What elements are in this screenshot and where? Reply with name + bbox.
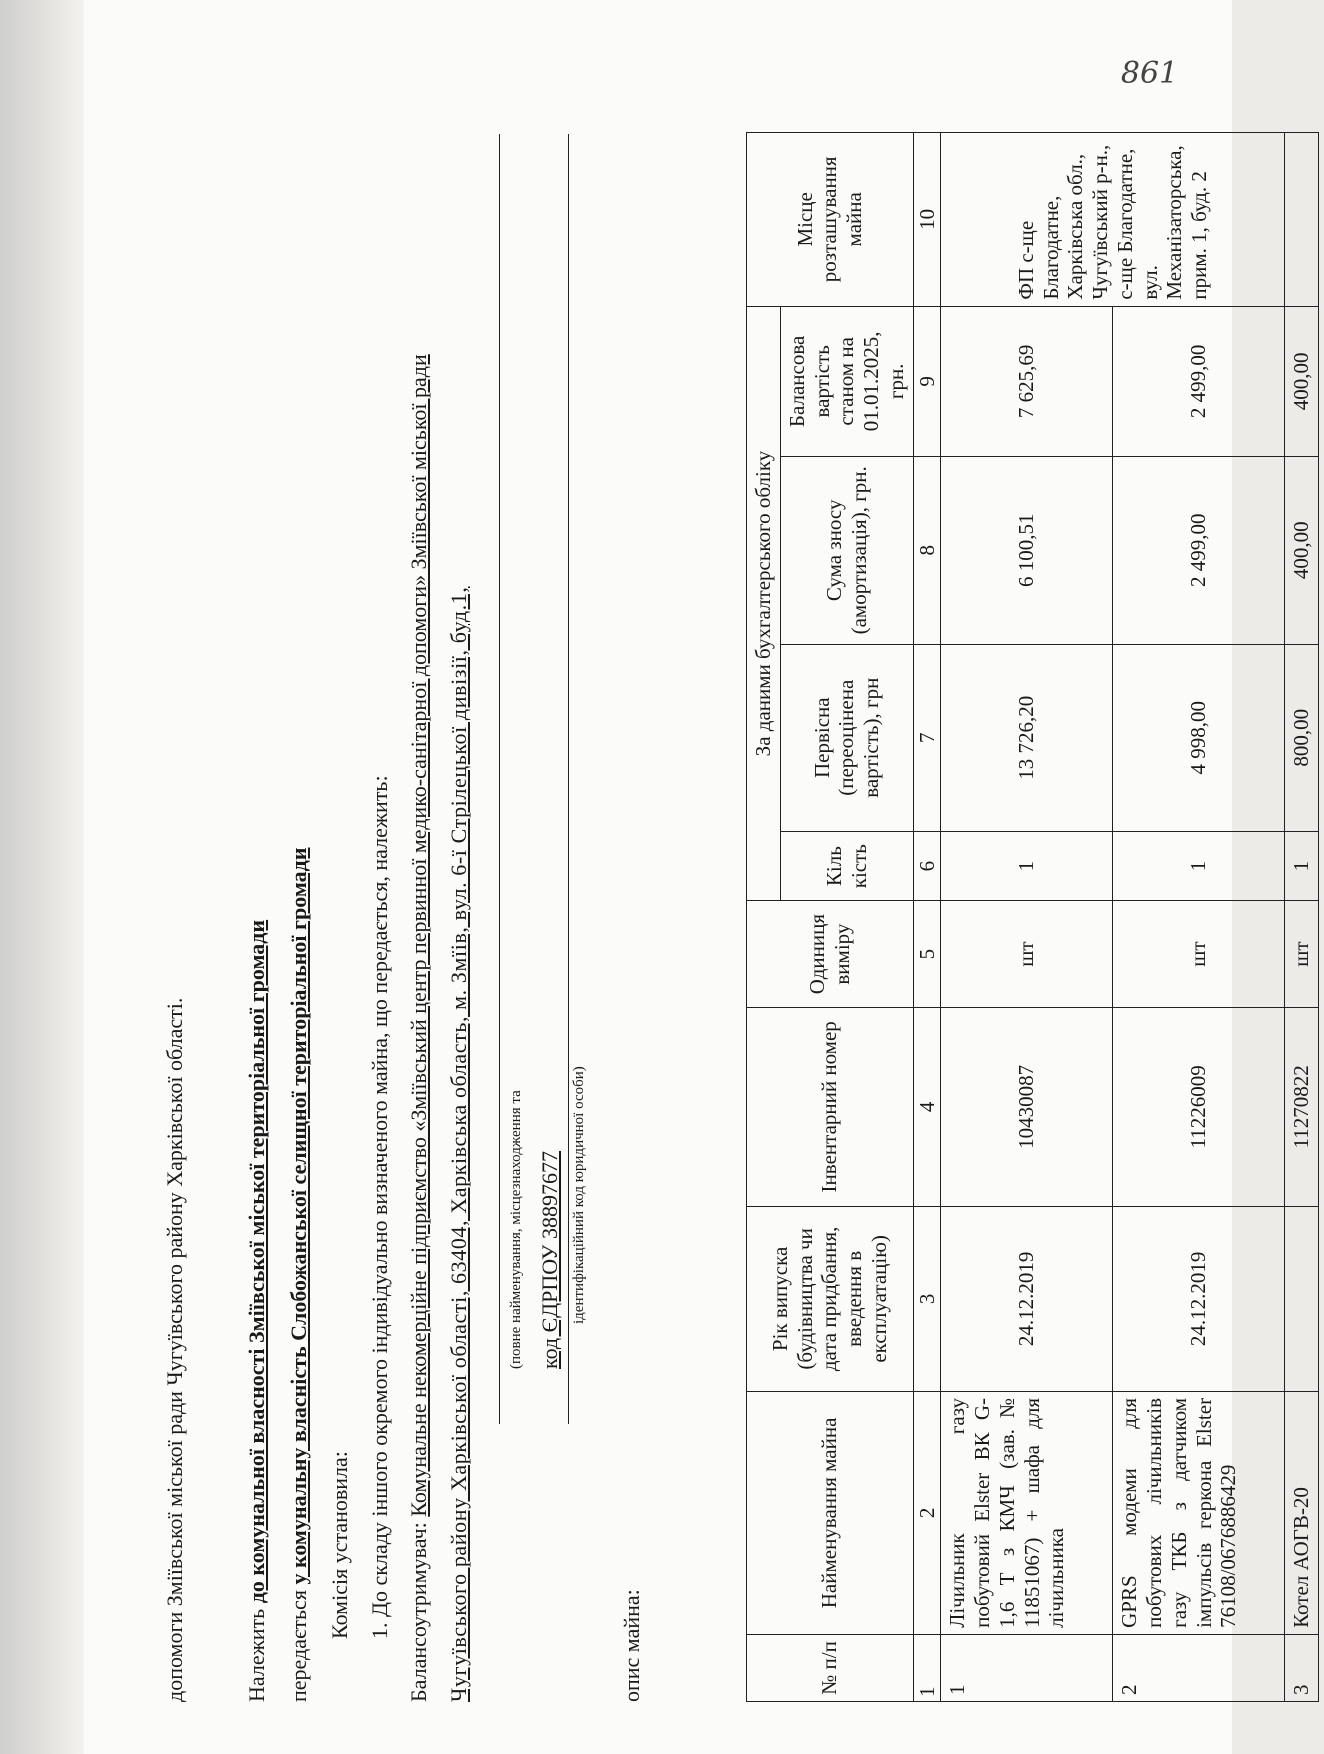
row-inventory-number: 10430087 — [941, 1007, 1113, 1206]
caption-code: ідентифікаційний код юридичної особи) — [571, 1066, 587, 1324]
scan-edge — [0, 0, 84, 1754]
index-cell: 2 — [913, 1391, 941, 1634]
header-inventory: Інвентарний номер — [747, 1007, 914, 1206]
header-quantity: Кіль кість — [780, 831, 913, 900]
header-accounting-group: За даними бухгалтерського обліку — [747, 306, 781, 901]
row-number: 3 — [1285, 1634, 1319, 1701]
transferred-prefix: передається — [286, 1590, 311, 1702]
point-1: 1. До складу іншого окремого індивідуально визначеного майна, що передається, належить: — [367, 775, 392, 1639]
row-balance-value: 400,00 — [1285, 306, 1319, 456]
transferred-value: у комунальну власність Слобожанської селищної територіальної громади — [286, 847, 311, 1585]
row-item-name: Лічильник газу побутовий Elster ВК G-1,6 Т з КМЧ (зав.№ 11851067) + шафа для лічильника — [941, 1391, 1113, 1634]
index-cell: 7 — [913, 644, 941, 831]
row-initial-value: 800,00 — [1285, 644, 1319, 831]
row-unit: шт — [1285, 901, 1319, 1007]
rotated-page — [84, 0, 1324, 1754]
document-sheet — [84, 0, 1314, 1754]
row-quantity: 1 — [1285, 831, 1319, 900]
belongs-line — [244, 920, 270, 1702]
row-unit: шт — [1113, 901, 1285, 1007]
row-initial-value: 13 726,20 — [941, 644, 1113, 831]
holder-label: Балансоутримувач: — [406, 1522, 431, 1702]
row-date — [1285, 1206, 1319, 1391]
row-initial-value: 4 998,00 — [1113, 644, 1285, 831]
property-table — [746, 132, 1319, 1702]
header-number: № п/п — [747, 1634, 914, 1701]
transferred-line — [286, 848, 312, 1702]
header-initial-value: Первісна (переоцінена вартість), грн — [780, 644, 913, 831]
top-line: допомоги Зміївської міської ради Чугуївського району Харківської області. — [162, 997, 187, 1702]
index-cell: 9 — [913, 306, 941, 456]
row-item-name: GPRS модеми для побутових лічильників газу ТКБ з датчиком імпульсів геркона Elster 76108/0676886429 — [1113, 1391, 1285, 1634]
belongs-prefix: Належить — [244, 1608, 269, 1702]
row-number: 2 — [1113, 1634, 1285, 1701]
table-row — [941, 133, 1113, 1702]
index-cell: 8 — [913, 457, 941, 644]
row-quantity: 1 — [941, 831, 1113, 900]
row-depreciation: 6 100,51 — [941, 457, 1113, 644]
header-balance-value: Балансова вартість станом на 01.01.2025, грн. — [780, 306, 913, 456]
holder-line-2: Чугуївського району Харківської області, 63404, Харківська область, м. Змїів, вул. 6-ї Стрілецької дивізії, буд.1, — [446, 586, 471, 1702]
underline-rule-1 — [499, 134, 500, 1424]
row-quantity: 1 — [1113, 831, 1285, 900]
holder-name: Комунальне некомерційне підприємство «Зміївський центр первинної медико-санітарної допомоги» Зміївської міської ради — [406, 354, 431, 1517]
row-number: 1 — [941, 1634, 1113, 1701]
index-cell: 3 — [913, 1206, 941, 1391]
row-location-empty — [1285, 133, 1319, 307]
holder-line-1 — [406, 354, 432, 1702]
row-balance-value: 7 625,69 — [941, 306, 1113, 456]
header-location: Місце розташування майна — [747, 133, 914, 307]
header-unit: Одиниця виміру — [747, 901, 914, 1007]
row-inventory-number: 11226009 — [1113, 1007, 1285, 1206]
table-row — [1285, 133, 1319, 1702]
handwritten-page-number: 861 — [1120, 55, 1179, 91]
caption-name: (повне найменування, місцезнаходження та — [508, 1090, 524, 1369]
row-unit: шт — [941, 901, 1113, 1007]
row-inventory-number: 11270822 — [1285, 1007, 1319, 1206]
index-cell: 5 — [913, 901, 941, 1007]
edrpou-code: код ЄДРПОУ 38897677 — [537, 1150, 562, 1369]
header-name: Найменування майна — [747, 1391, 914, 1634]
table-header-row-1 — [747, 133, 781, 1702]
belongs-value: до комунальної власності Зміївської міської територіальної громади — [244, 919, 269, 1604]
index-cell: 6 — [913, 831, 941, 900]
header-depreciation: Сума зносу (амортизація), грн. — [780, 457, 913, 644]
index-cell: 4 — [913, 1007, 941, 1206]
row-balance-value: 2 499,00 — [1113, 306, 1285, 456]
table-index-row — [913, 133, 941, 1702]
header-year: Рік випуска (будівництва чи дата придбання, введення в експлуатацію) — [747, 1206, 914, 1391]
location-cell: ФП с-ще Благодатне, Харківська обл., Чугуївський р-н., с-ще Благодатне, вул. Механізаторська, прим. 1, буд. 2 — [941, 133, 1285, 307]
row-depreciation: 400,00 — [1285, 457, 1319, 644]
index-cell: 10 — [913, 133, 941, 307]
row-item-name: Котел АОГВ-20 — [1285, 1391, 1319, 1634]
row-depreciation: 2 499,00 — [1113, 457, 1285, 644]
commission-line: Комісія установила: — [327, 1451, 352, 1639]
index-cell: 1 — [913, 1634, 941, 1701]
underline-rule-2 — [568, 134, 569, 1424]
description-label: опис майна: — [619, 1589, 644, 1702]
row-date: 24.12.2019 — [941, 1206, 1113, 1391]
row-date: 24.12.2019 — [1113, 1206, 1285, 1391]
table-row — [1113, 133, 1285, 1702]
